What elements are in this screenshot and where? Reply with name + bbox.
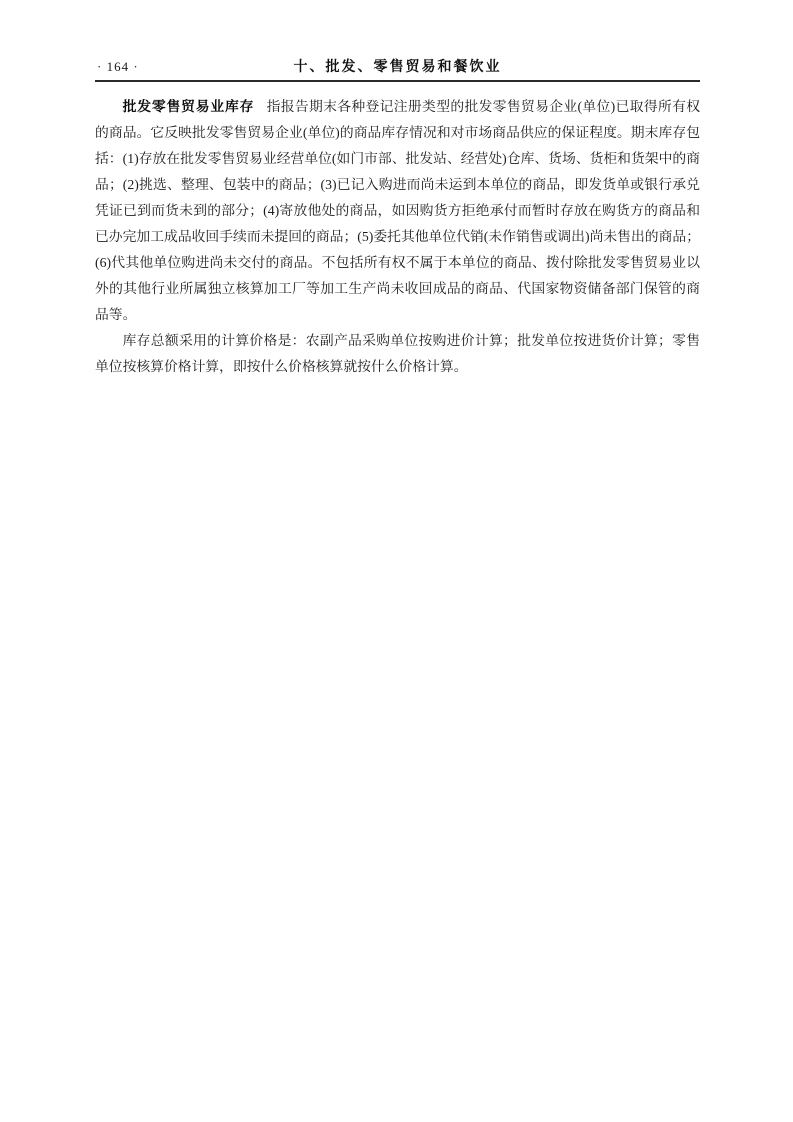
term-definition: 指报告期末各种登记注册类型的批发零售贸易企业(单位)已取得所有权的商品。它反映批发零售贸易企业(单位)的商品库存情况和对市场商品供应的保证程度。期末库存包括：(1)存放在批发零售贸易业经营单位(如门市部、批发站、经营处)仓库、货场、货柜和货架中的商品；(2)挑选、整理、包装中的商品；(3)已记入购进而尚未运到本单位的商品，即发货单或银行承兑凭证已到而货未到的部分；(4)寄放他处的商品，如因购货方拒绝承付而暂时存放在购货方的商品和已办完加工成品收回手续而未提回的商品；(5)委托其他单位代销(未作销售或调出)尚未售出的商品；(6)代其他单位购进尚未交付的商品。不包括所有权不属于本单位的商品、拨付除批发零售贸易业以外的其他行业所属独立核算加工厂等加工生产尚未收回成品的商品、代国家物资储备部门保管的商品等。 <box>95 99 701 322</box>
document-body <box>95 94 700 380</box>
page-header <box>95 56 700 82</box>
definition-paragraph <box>95 94 700 328</box>
term-heading: 批发零售贸易业库存 <box>122 99 255 114</box>
pricing-paragraph: 库存总额采用的计算价格是：农副产品采购单位按购进价计算；批发单位按进货价计算；零售单位按核算价格计算，即按什么价格核算就按什么价格计算。 <box>95 333 700 374</box>
chapter-title: 十、批发、零售贸易和餐饮业 <box>293 58 502 74</box>
page-number: · 164 · <box>97 59 139 74</box>
